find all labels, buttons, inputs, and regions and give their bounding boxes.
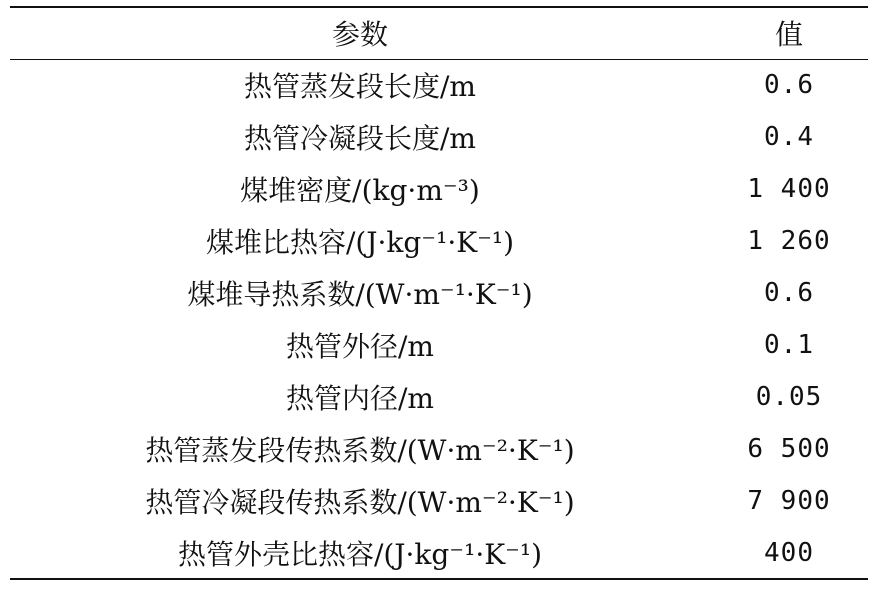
value-cell: 1 400 — [747, 174, 831, 204]
param-cell: 煤堆密度/(kg·m⁻³) — [240, 174, 480, 207]
value-cell: 0.6 — [764, 70, 814, 101]
value-cell: 0.6 — [764, 278, 814, 308]
value-cell: 400 — [710, 527, 868, 579]
table-row — [10, 163, 868, 215]
table-row — [10, 319, 868, 371]
table-row — [10, 475, 868, 527]
param-cell: 热管外径/m — [286, 330, 434, 363]
value-cell: 1 260 — [747, 226, 831, 256]
table-row — [10, 111, 868, 163]
value-cell: 6 500 — [747, 434, 831, 464]
parameter-table — [10, 6, 868, 580]
value-cell: 7 900 — [747, 486, 831, 516]
value-cell: 0.1 — [764, 330, 814, 360]
param-cell: 热管蒸发段长度/m — [244, 70, 476, 104]
table-row — [10, 215, 868, 267]
value-cell: 0.4 — [764, 122, 814, 152]
value-cell: 0.05 — [755, 382, 823, 412]
header-value: 值 — [774, 18, 803, 52]
table-row — [10, 371, 868, 423]
param-cell: 热管内径/m — [286, 382, 434, 415]
param-cell: 热管冷凝段长度/m — [244, 122, 476, 155]
param-cell: 煤堆比热容/(J·kg⁻¹·K⁻¹) — [205, 226, 515, 259]
table-row — [10, 527, 868, 579]
table-row — [10, 59, 868, 111]
table-header — [10, 7, 868, 59]
param-cell: 煤堆导热系数/(W·m⁻¹·K⁻¹) — [187, 278, 533, 311]
table-row — [10, 267, 868, 319]
table-row — [10, 423, 868, 475]
parameter-table-container — [10, 6, 868, 580]
header-row — [10, 7, 868, 59]
table-body — [10, 59, 868, 579]
param-cell: 热管冷凝段传热系数/(W·m⁻²·K⁻¹) — [145, 486, 575, 519]
param-cell: 热管外壳比热容/(J·kg⁻¹·K⁻¹) — [10, 527, 710, 579]
header-param: 参数 — [331, 18, 388, 52]
param-cell: 热管蒸发段传热系数/(W·m⁻²·K⁻¹) — [145, 434, 575, 467]
